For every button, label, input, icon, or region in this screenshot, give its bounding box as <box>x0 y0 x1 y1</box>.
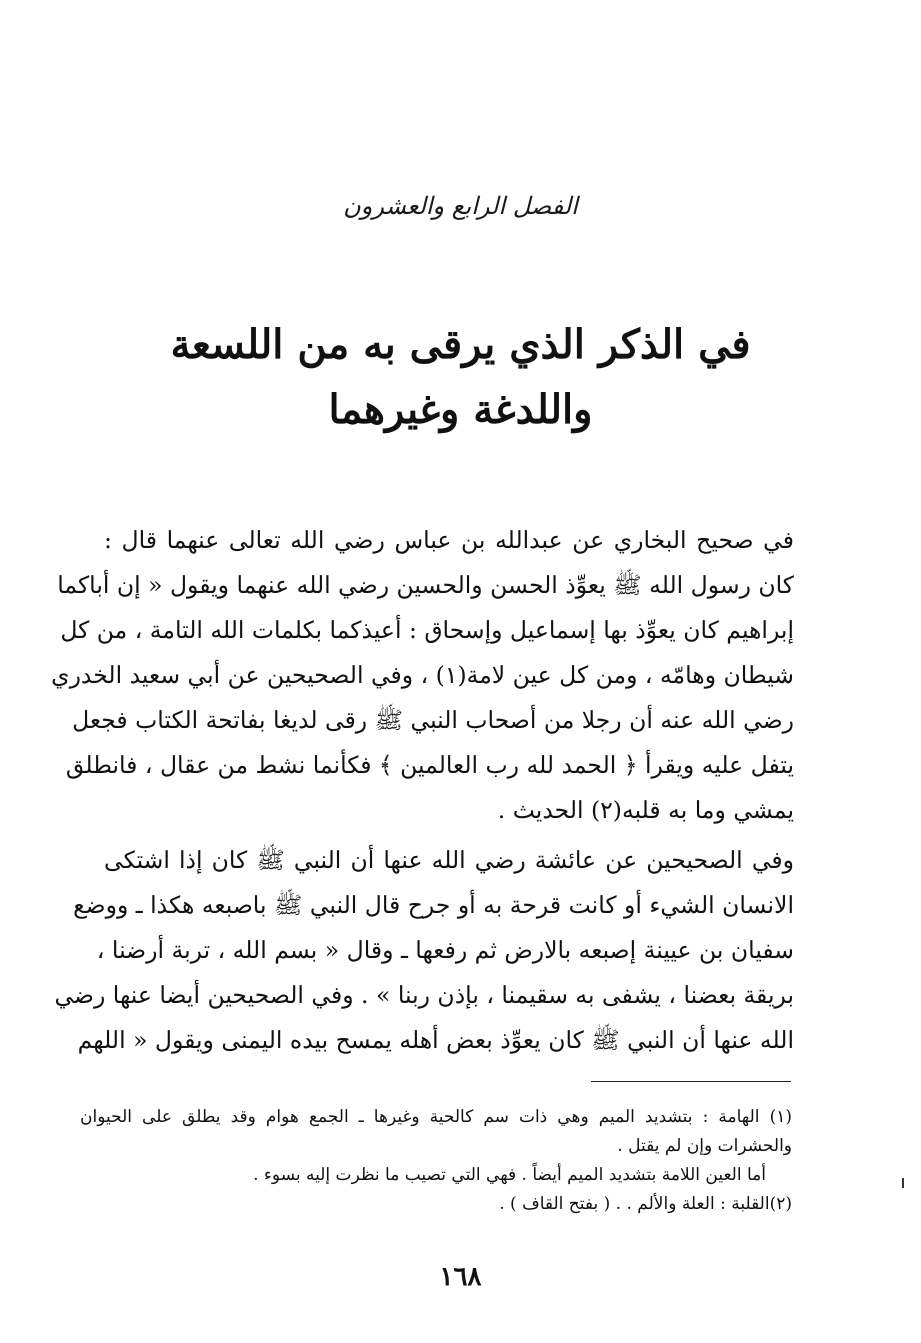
text-line: شيطان وهامّه ، ومن كل عين لامة(١) ، وفي الصحيحين عن أبي سعيد الخدري <box>51 661 794 689</box>
scan-edge-mark <box>902 1178 904 1188</box>
text-line: سفيان بن عيينة إصبعه بالارض ثم رفعها ـ وقال « بسم الله ، تربة أرضنا ، <box>96 936 794 964</box>
text-line: الانسان الشيء أو كانت قرحة به أو جرح قال النبي ﷺ باصبعه هكذا ـ ووضع <box>73 891 794 919</box>
text-line: الله عنها أن النبي ﷺ كان يعوِّذ بعض أهله يمسح بيده اليمنى ويقول « اللهم <box>77 1026 794 1054</box>
text-line: في صحيح البخاري عن عبدالله بن عباس رضي الله تعالى عنهما قال : <box>104 526 794 554</box>
footnote-line: (٢)القلبة : العلة والألم . . ( بفتح القاف ) . <box>499 1194 792 1214</box>
text-line: كان رسول الله ﷺ يعوِّذ الحسن والحسين رضي الله عنهما ويقول « إن أباكما <box>57 571 794 599</box>
text-line: يمشي وما به قلبه(٢) الحديث . <box>497 796 794 824</box>
section-title-line-2: واللدغة وغيرهما <box>328 386 593 433</box>
section-title-line-1: في الذكر الذي يرقى به من اللسعة <box>170 321 751 368</box>
text-line: إبراهيم كان يعوِّذ بها إسماعيل وإسحاق : أعيذكما بكلمات الله التامة ، من كل <box>60 616 794 644</box>
text-line: رضي الله عنه أن رجلا من أصحاب النبي ﷺ رقى لديغا بفاتحة الكتاب فجعل <box>72 706 794 734</box>
text-line: بريقة بعضنا ، يشفى به سقيمنا ، بإذن ربنا » . وفي الصحيحين أيضا عنها رضي <box>54 981 794 1009</box>
footnote-separator <box>591 1081 791 1082</box>
footnote-line: أما العين اللامة بتشديد الميم أيضاً . فهي التي تصيب ما نظرت إليه بسوء . <box>253 1165 766 1185</box>
footnote-line: (١) الهامة : بتشديد الميم وهي ذات سم كالحية وغيرها ـ الجمع هوام وقد يطلق على الحيوان <box>80 1107 792 1127</box>
chapter-heading: الفصل الرابع والعشرون <box>343 192 578 220</box>
paragraph-1 <box>51 518 794 833</box>
page-number: ١٦٨ <box>439 1262 482 1292</box>
paragraph-2 <box>54 838 794 1063</box>
footnote-line: والحشرات وإن لم يقتل . <box>617 1136 792 1156</box>
text-line: وفي الصحيحين عن عائشة رضي الله عنها أن النبي ﷺ كان إذا اشتكى <box>104 846 794 874</box>
text-line: يتفل عليه ويقرأ ﴿ الحمد لله رب العالمين ﴾ فكأنما نشط من عقال ، فانطلق <box>65 751 794 779</box>
footnotes <box>80 1103 792 1219</box>
